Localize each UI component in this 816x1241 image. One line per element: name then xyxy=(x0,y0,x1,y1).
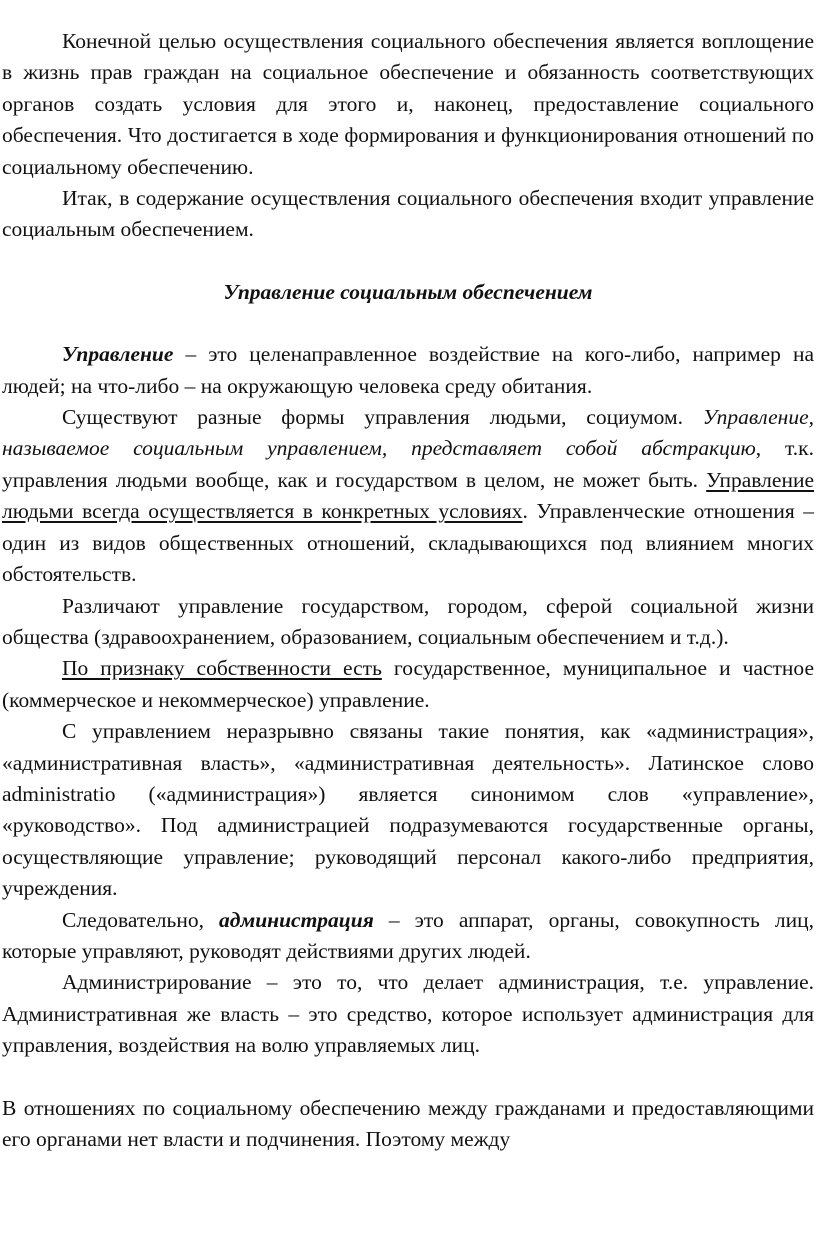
ownership-text: государственное, муниципальное и частное (коммерческое и некоммерческое) управление. xyxy=(2,656,814,712)
spacer xyxy=(2,246,814,277)
paragraph-ownership xyxy=(2,653,814,716)
administration-text-start: Следовательно, xyxy=(62,907,220,932)
paragraph-administration-concepts: С управлением неразрывно связаны такие понятия, как «администрация», «административная власть», «административная деятельность». Латинское слово administratio («администрация») является синонимом слов «управление», «руководство». Под администрацией подразумеваются государственные органы, осуществляющие управление; руководящий персонал какого-либо предприятия, учреждения. xyxy=(2,719,814,901)
forms-italic-text: Управление, называемое социальным управлением, представляет собой абстракцию xyxy=(2,405,814,461)
paragraph-relations: В отношениях по социальному обеспечению между гражданами и предоставляющими его органами нет власти и подчинения. Поэтому между xyxy=(2,1095,814,1151)
forms-underlined-text: Управление людьми всегда осуществляется в конкретных условиях xyxy=(2,467,814,524)
spacer xyxy=(2,308,814,339)
forms-text-middle: , т.к. управления людьми вообще, как и государством в целом, не может быть. xyxy=(2,436,814,492)
spacer xyxy=(2,1062,814,1093)
section-heading: Управление социальным обеспечением xyxy=(223,279,593,304)
term-administration: администрация xyxy=(219,907,374,932)
definition-text: – это целенаправленное воздействие на кого-либо, например на людей; на что-либо – на окружающую человека среду обитания. xyxy=(2,342,814,398)
paragraph-content: Итак, в содержание осуществления социального обеспечения входит управление социальным обеспечением. xyxy=(2,186,814,242)
forms-text-start: Существуют разные формы управления людьми, социумом. xyxy=(62,405,703,430)
paragraph-definition-management xyxy=(2,339,814,402)
paragraph-administration-definition xyxy=(2,905,814,968)
term-management: Управление xyxy=(62,342,174,367)
administration-text-rest: – это аппарат, органы, совокупность лиц, которые управляют, руководят действиями других людей. xyxy=(2,907,815,963)
paragraph-distinguish: Различают управление государством, городом, сферой социальной жизни общества (здравоохранением, образованием, социальным обеспечением и т.д.). xyxy=(2,593,814,649)
ownership-underlined-text: По признаку собственности есть xyxy=(62,656,382,681)
paragraph-forms xyxy=(2,402,814,590)
paragraph-goal: Конечной целью осуществления социального обеспечения является воплощение в жизнь прав граждан на социальное обеспечение и обязанность соответствующих органов создать условия для этого и, наконец, предоставление социального обеспечения. Что достигается в ходе формирования и функционирования отношений по социальному обеспечению. xyxy=(2,29,814,179)
forms-text-end: . Управленческие отношения – один из видов общественных отношений, складывающихся под влиянием многих обстоятельств. xyxy=(2,499,815,587)
paragraph-administering: Администрирование – это то, что делает администрация, т.е. управление. Административная же власть – это средство, которое использует администрация для управления, воздействия на волю управляемых лиц. xyxy=(2,970,814,1058)
